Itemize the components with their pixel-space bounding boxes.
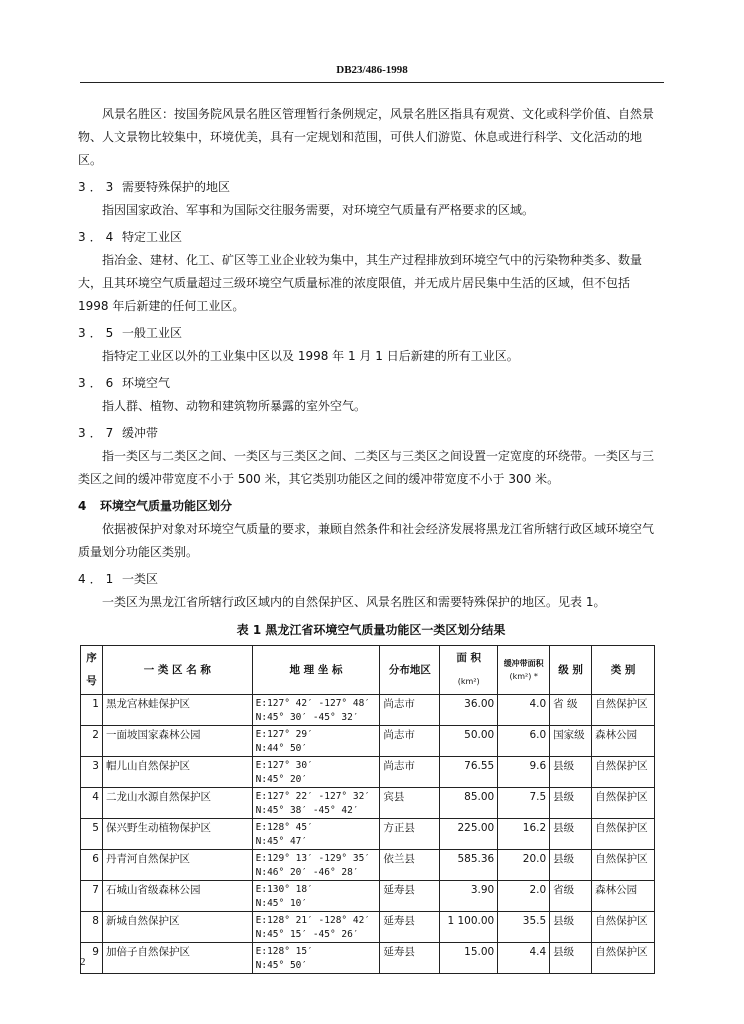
header-level: 级 别	[550, 646, 592, 695]
category: 森林公园	[592, 726, 655, 757]
buffer-area-value: 6.0	[498, 726, 550, 757]
longitude: E:127° 30′	[255, 760, 313, 771]
table-row	[81, 912, 655, 943]
header-no: 序号	[81, 646, 103, 695]
geo-coordinates	[252, 695, 380, 726]
class-one-zone-table	[80, 645, 655, 974]
buffer-area-value: 16.2	[498, 819, 550, 850]
row-number: 2	[81, 726, 103, 757]
area-value: 50.00	[440, 726, 498, 757]
document-code: DB23/486-1998	[336, 64, 408, 76]
table-caption: 表 1 黑龙江省环境空气质量功能区一类区划分结果	[236, 623, 506, 637]
latitude: N:45° 10′	[255, 898, 308, 909]
zone-name: 黑龙宫林蛙保护区	[102, 695, 252, 726]
level: 县级	[550, 943, 592, 974]
latitude: N:46° 20′ -46° 28′	[255, 867, 359, 878]
buffer-area-value: 2.0	[498, 881, 550, 912]
buffer-area-value: 35.5	[498, 912, 550, 943]
header-area: 面 积 (km²)	[440, 646, 498, 695]
section-3-3-body: 指因国家政治、军事和为国际交往服务需要，对环境空气质量有严格要求的区域。	[102, 203, 535, 217]
level: 县级	[550, 819, 592, 850]
region: 宾县	[380, 788, 440, 819]
table-row	[81, 726, 655, 757]
category: 自然保护区	[592, 943, 655, 974]
category: 自然保护区	[592, 912, 655, 943]
header-coord: 地 理 坐 标	[252, 646, 380, 695]
section-3-3-heading: 3．3 需要特殊保护的地区	[78, 180, 231, 194]
region: 依兰县	[380, 850, 440, 881]
section-3-7-heading: 3．7 缓冲带	[78, 426, 159, 440]
region: 尚志市	[380, 695, 440, 726]
buffer-area-value: 4.4	[498, 943, 550, 974]
buffer-area-value: 9.6	[498, 757, 550, 788]
zone-name: 二龙山水源自然保护区	[102, 788, 252, 819]
latitude: N:45° 15′ -45° 26′	[255, 929, 359, 940]
section-3-6-body: 指人群、植物、动物和建筑物所暴露的室外空气。	[102, 399, 367, 413]
category: 自然保护区	[592, 695, 655, 726]
area-value: 585.36	[440, 850, 498, 881]
longitude: E:128° 15′	[255, 946, 313, 957]
zone-name: 新城自然保护区	[102, 912, 252, 943]
region: 延寿县	[380, 912, 440, 943]
area-value: 85.00	[440, 788, 498, 819]
longitude: E:128° 21′ -128° 42′	[255, 915, 371, 926]
document-body	[78, 103, 664, 974]
row-number: 6	[81, 850, 103, 881]
longitude: E:127° 29′	[255, 729, 313, 740]
area-value: 225.00	[440, 819, 498, 850]
section-4-1-body: 一类区为黑龙江省所辖行政区域内的自然保护区、风景名胜区和需要特殊保护的地区。见表 1。	[102, 595, 606, 609]
longitude: E:127° 42′ -127° 48′	[255, 698, 371, 709]
region: 方正县	[380, 819, 440, 850]
zone-name: 一面坡国家森林公园	[102, 726, 252, 757]
region: 延寿县	[380, 943, 440, 974]
section-4-1-heading: 4．1 一类区	[78, 572, 159, 586]
category: 自然保护区	[592, 850, 655, 881]
row-number: 3	[81, 757, 103, 788]
row-number: 8	[81, 912, 103, 943]
buffer-area-value: 7.5	[498, 788, 550, 819]
geo-coordinates	[252, 819, 380, 850]
area-value: 36.00	[440, 695, 498, 726]
section-3-6-heading: 3．6 环境空气	[78, 376, 171, 390]
section-4-heading: 4 环境空气质量功能区划分	[78, 499, 233, 513]
table-row	[81, 788, 655, 819]
zone-name: 丹青河自然保护区	[102, 850, 252, 881]
table-row	[81, 850, 655, 881]
row-number: 4	[81, 788, 103, 819]
category: 自然保护区	[592, 788, 655, 819]
section-4-body: 依据被保护对象对环境空气质量的要求，兼顾自然条件和社会经济发展将黑龙江省所辖行政区域环境空气质量划分功能区类别。	[78, 522, 655, 559]
section-3-7-body: 指一类区与二类区之间、一类区与三类区之间、二类区与三类区之间设置一定宽度的环绕带。一类区与三类区之间的缓冲带宽度不小于 500 米，其它类别功能区之间的缓冲带宽度不小于 300 米。	[78, 449, 655, 486]
geo-coordinates	[252, 850, 380, 881]
section-3-4-body: 指冶金、建材、化工、矿区等工业企业较为集中，其生产过程排放到环境空气中的污染物种类多、数量大，且其环境空气质量超过三级环境空气质量标准的浓度限值，并无成片居民集中生活的区域，但不包括 1998 年后新建的任何工业区。	[78, 253, 643, 313]
section-3-5-body: 指特定工业区以外的工业集中区以及 1998 年 1 月 1 日后新建的所有工业区。	[102, 349, 519, 363]
latitude: N:44° 50′	[255, 743, 308, 754]
geo-coordinates	[252, 943, 380, 974]
longitude: E:128° 45′	[255, 822, 313, 833]
row-number: 9	[81, 943, 103, 974]
header-rule	[80, 82, 664, 83]
geo-coordinates	[252, 757, 380, 788]
level: 县级	[550, 912, 592, 943]
latitude: N:45° 20′	[255, 774, 308, 785]
row-number: 1	[81, 695, 103, 726]
level: 省级	[550, 881, 592, 912]
category: 森林公园	[592, 881, 655, 912]
longitude: E:129° 13′ -129° 35′	[255, 853, 371, 864]
table-row	[81, 695, 655, 726]
level: 省 级	[550, 695, 592, 726]
longitude: E:130° 18′	[255, 884, 313, 895]
geo-coordinates	[252, 726, 380, 757]
latitude: N:45° 47′	[255, 836, 308, 847]
area-value: 1 100.00	[440, 912, 498, 943]
region: 尚志市	[380, 726, 440, 757]
table-row	[81, 757, 655, 788]
buffer-area-value: 20.0	[498, 850, 550, 881]
geo-coordinates	[252, 788, 380, 819]
header-region: 分布地区	[380, 646, 440, 695]
level: 县级	[550, 757, 592, 788]
geo-coordinates	[252, 881, 380, 912]
table-header-row	[81, 646, 655, 695]
latitude: N:45° 38′ -45° 42′	[255, 805, 359, 816]
category: 自然保护区	[592, 757, 655, 788]
header-type: 类 别	[592, 646, 655, 695]
zone-name: 石城山省级森林公园	[102, 881, 252, 912]
latitude: N:45° 30′ -45° 32′	[255, 712, 359, 723]
longitude: E:127° 22′ -127° 32′	[255, 791, 371, 802]
region: 延寿县	[380, 881, 440, 912]
zone-name: 加倍子自然保护区	[102, 943, 252, 974]
zone-name: 保兴野生动植物保护区	[102, 819, 252, 850]
category: 自然保护区	[592, 819, 655, 850]
header-buffer: 缓冲带面积 (km²) *	[498, 646, 550, 695]
area-value: 15.00	[440, 943, 498, 974]
buffer-area-value: 4.0	[498, 695, 550, 726]
table-row	[81, 881, 655, 912]
table-body	[81, 695, 655, 974]
header-name: 一 类 区 名 称	[102, 646, 252, 695]
zone-name: 帽儿山自然保护区	[102, 757, 252, 788]
row-number: 7	[81, 881, 103, 912]
level: 县级	[550, 788, 592, 819]
scenic-area-paragraph: 风景名胜区：按国务院风景名胜区管理暂行条例规定，风景名胜区指具有观赏、文化或科学价值、自然景物、人文景物比较集中，环境优美，具有一定规划和范围，可供人们游览、休息或进行科学、文化活动的地区。	[78, 107, 655, 167]
level: 县级	[550, 850, 592, 881]
table-row	[81, 819, 655, 850]
area-value: 3.90	[440, 881, 498, 912]
latitude: N:45° 50′	[255, 960, 308, 971]
level: 国家级	[550, 726, 592, 757]
geo-coordinates	[252, 912, 380, 943]
region: 尚志市	[380, 757, 440, 788]
section-3-5-heading: 3．5 一般工业区	[78, 326, 183, 340]
section-3-4-heading: 3．4 特定工业区	[78, 230, 183, 244]
table-row	[81, 943, 655, 974]
area-value: 76.55	[440, 757, 498, 788]
page-number: 2	[80, 956, 86, 968]
row-number: 5	[81, 819, 103, 850]
